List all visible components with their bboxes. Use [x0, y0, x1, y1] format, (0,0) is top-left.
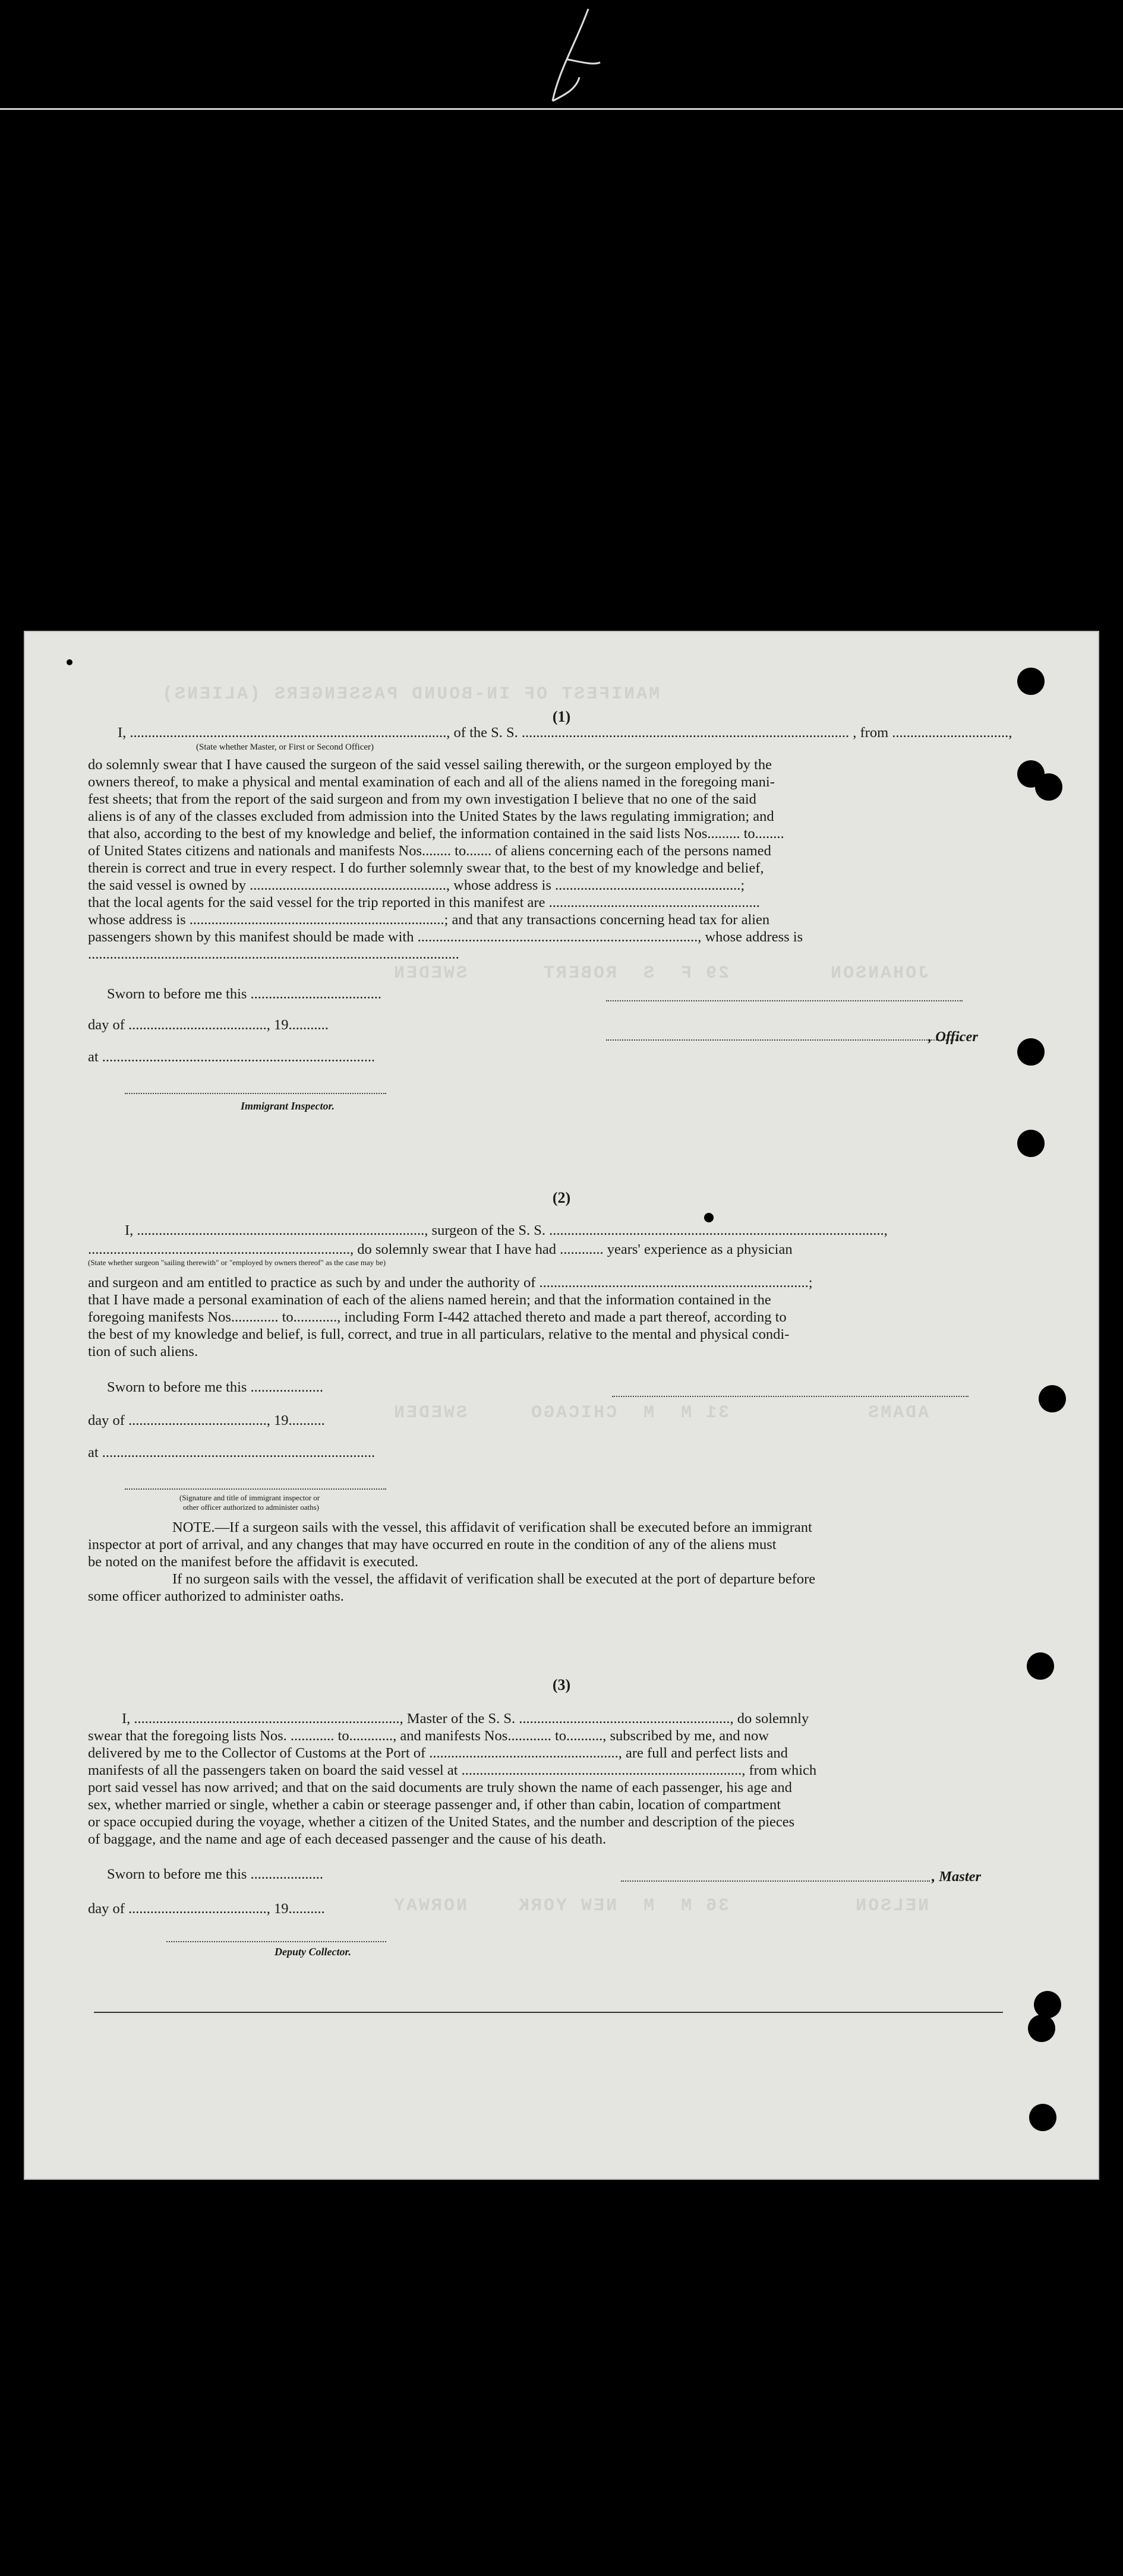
section1-day: day of ......................................, 19...........	[88, 1017, 329, 1033]
punch-hole	[1029, 2104, 1056, 2131]
section2-body-line: that I have made a personal examination of each of the aliens named herein; and that the information contained in the	[88, 1292, 771, 1308]
ink-dot	[67, 659, 72, 665]
collector-signature-line	[166, 1941, 386, 1942]
signature-caption: (Signature and title of immigrant inspector or	[179, 1493, 320, 1502]
section1-body-line: do solemnly swear that I have caused the surgeon of the said vessel sailing therewith, or the surgeon employed by the	[88, 757, 772, 773]
handwritten-mark	[535, 6, 606, 113]
punch-hole	[1017, 1130, 1045, 1157]
section1-body-line: fest sheets; that from the report of the said surgeon and from my own investigation I believe that no one of the said	[88, 791, 756, 807]
section3-body-line: or space occupied during the voyage, whether a citizen of the United States, and the number and description of the pieces	[88, 1814, 795, 1830]
section1-subcaption: (State whether Master, or First or Second Officer)	[196, 742, 374, 752]
inspector-signature-line	[125, 1093, 386, 1094]
punch-hole	[1028, 2015, 1055, 2042]
section3-body-line: manifests of all the passengers taken on board the said vessel at ............................................................................., from which	[88, 1762, 817, 1778]
section3-body-line: port said vessel has now arrived; and that on the said documents are truly shown the name of each passenger, his age and	[88, 1780, 792, 1796]
master-signature-line	[621, 1880, 930, 1882]
punch-hole	[1034, 1991, 1061, 2018]
section1-body-line: whose address is ......................................................................; and that any transactions concerning head tax for alien	[88, 912, 770, 928]
section2-at: at ...........................................................................	[88, 1445, 376, 1461]
section1-body-line: therein is correct and true in every respect. I do further solemnly swear that, to the best of my knowledge and belief,	[88, 860, 764, 876]
section2-body-line: and surgeon and am entitled to practice as such by and under the authority of ..........................................................................;	[88, 1275, 813, 1291]
bleed-through-text: NELSON 36 M M NEW YORK NORWAY	[392, 1896, 929, 1916]
note-line: If no surgeon sails with the vessel, the affidavit of verification shall be executed at the port of departure before	[172, 1571, 816, 1587]
punch-hole	[1017, 1038, 1045, 1066]
section3-body-line: sex, whether married or single, whether a cabin or steerage passenger and, if other than cabin, location of compartment	[88, 1797, 781, 1813]
note-line: some officer authorized to administer oaths.	[88, 1588, 344, 1604]
manifest-affidavit-page	[24, 631, 1099, 2180]
section1-opening: I, ......................................................................................., of the S. S. .......................................................................................... , from ................................,	[118, 725, 1012, 741]
officer-signature-line	[606, 1000, 963, 1001]
section2-sworn: Sworn to before me this ....................	[107, 1379, 324, 1395]
section3-day: day of ......................................, 19..........	[88, 1901, 325, 1917]
section2-opening: I, ..............................................................................., surgeon of the S. S. ............................................................................................,	[125, 1222, 888, 1238]
inspector-label: Immigrant Inspector.	[241, 1100, 335, 1112]
section-number: (3)	[552, 1676, 571, 1693]
section3-body-line: delivered by me to the Collector of Customs at the Port of ...................................................., are full and perfect lists and	[88, 1745, 788, 1761]
signature-caption: other officer authorized to administer oaths)	[183, 1503, 319, 1512]
note-line: be noted on the manifest before the affidavit is executed.	[88, 1554, 419, 1570]
section3-body-line: of baggage, and the name and age of each deceased passenger and the cause of his death.	[88, 1831, 607, 1847]
section2-body-line: tion of such aliens.	[88, 1344, 198, 1360]
section1-body-line: the said vessel is owned by ......................................................, whose address is ...................................................;	[88, 877, 745, 893]
section3-body-line: I, ........................................................................., Master of the S. S. .........................................................., do solemnly	[122, 1711, 809, 1727]
section3-body-line: swear that the foregoing lists Nos. ............ to............, and manifests Nos............ to.........., subscribed by me, and now	[88, 1728, 769, 1744]
note-line: NOTE.—If a surgeon sails with the vessel, this affidavit of verification shall be executed before an immigrant	[172, 1519, 812, 1535]
section2-body-line: foregoing manifests Nos............. to............, including Form I-442 attached thereto and made a part thereof, according to	[88, 1309, 787, 1325]
punch-hole	[1017, 668, 1045, 695]
master-label: , Master	[932, 1869, 982, 1885]
section2-body-line: the best of my knowledge and belief, is full, correct, and true in all particulars, relative to the mental and physical condi-	[88, 1326, 790, 1342]
section1-body-line: ......................................................................................................	[88, 946, 459, 962]
collector-label: Deputy Collector.	[275, 1946, 351, 1958]
section2-line2: ........................................................................, do solemnly swear that I have had ............ years' experience as a physician	[88, 1241, 793, 1257]
section1-body-line: of United States citizens and nationals and manifests Nos........ to....... of aliens concerning each of the persons named	[88, 843, 771, 859]
section1-body-line: that the local agents for the said vessel for the trip reported in this manifest are ..........................................................	[88, 895, 760, 911]
inspector-signature-line	[125, 1488, 386, 1490]
section-number: (1)	[552, 708, 571, 725]
section1-sworn: Sworn to before me this ....................................	[107, 986, 382, 1002]
section2-day: day of ......................................, 19..........	[88, 1412, 325, 1428]
bleed-through-text: ADAMS 31 M M CHICAGO SWEDEN	[392, 1403, 929, 1423]
ink-dot	[704, 1213, 714, 1222]
surgeon-signature-line	[612, 1396, 969, 1397]
bleed-through-text: JOHANSON 29 F S ROBERT SWEDEN	[392, 963, 929, 984]
officer-label: , Officer	[928, 1029, 978, 1045]
section1-at: at ...........................................................................	[88, 1049, 376, 1065]
punch-hole	[1039, 1385, 1066, 1412]
section-number: (2)	[552, 1189, 571, 1206]
section1-body-line: aliens is of any of the classes excluded from admission into the United States by the laws regulating immigration; and	[88, 808, 774, 824]
punch-hole	[1035, 773, 1062, 801]
section1-body-line: passengers shown by this manifest should be made with ............................................................................., whose address is	[88, 929, 803, 945]
bleed-through-text: MANIFEST OF IN-BOUND PASSENGERS (ALIENS)	[160, 684, 660, 704]
bottom-rule	[94, 2012, 1003, 2013]
note-line: inspector at port of arrival, and any changes that may have occurred en route in the condition of any of the aliens must	[88, 1537, 777, 1553]
section2-subcaption: (State whether surgeon "sailing therewith" or "employed by owners thereof" as the case may be)	[88, 1258, 386, 1267]
officer-signature-line	[606, 1039, 963, 1041]
section1-body-line: owners thereof, to make a physical and mental examination of each and all of the aliens named in the foregoing mani-	[88, 774, 775, 790]
section1-body-line: that also, according to the best of my knowledge and belief, the information contained in the said lists Nos......... to........	[88, 826, 784, 842]
section3-sworn: Sworn to before me this ....................	[107, 1866, 324, 1882]
